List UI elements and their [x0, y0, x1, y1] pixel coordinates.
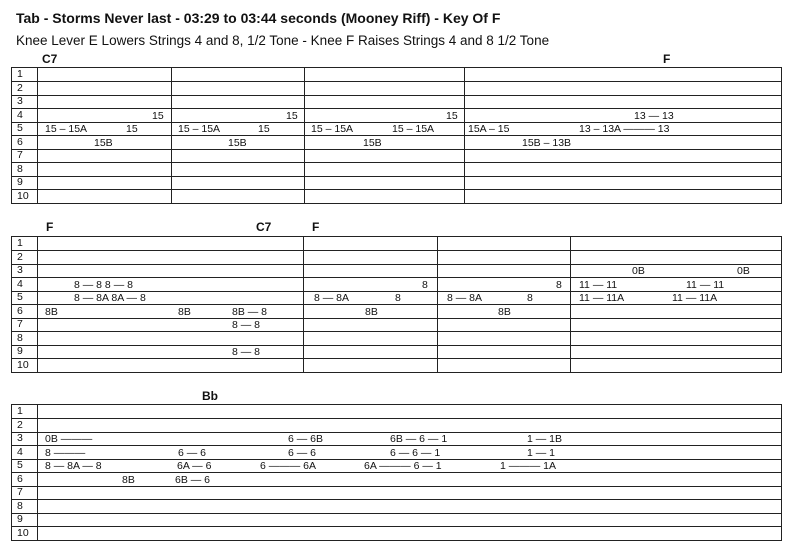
tab-note: 15B [363, 137, 382, 149]
tab-note: 15 [446, 110, 458, 122]
tab-note: 8 [527, 292, 533, 304]
tab-note: 15A – 15 [468, 123, 510, 135]
string-number: 6 [12, 473, 38, 486]
tab-note: 13 — 13 [634, 110, 674, 122]
tab-note: 6 — 6 — 1 [390, 447, 441, 459]
page-subtitle: Knee Lever E Lowers Strings 4 and 8, 1/2 Tone - Knee F Raises Strings 4 and 8 1/2 Tone [16, 33, 550, 48]
string-row [12, 136, 781, 150]
tab-note: 8B [45, 306, 58, 318]
string-number: 9 [12, 176, 38, 189]
tab-note: 15 – 15A [45, 123, 88, 135]
string-row [12, 251, 781, 265]
tab-note: 11 — 11 [579, 279, 618, 291]
string-row [12, 405, 781, 419]
measure-bar [304, 68, 305, 203]
tab-staff-3 [11, 404, 782, 541]
tab-note: 8B [498, 306, 511, 318]
tab-note: 8B [365, 306, 378, 318]
string-row [12, 500, 781, 514]
chord-label: F [663, 52, 671, 66]
chord-label: C7 [42, 52, 58, 66]
string-number: 10 [12, 359, 38, 372]
string-number: 5 [12, 291, 38, 304]
page-title: Tab - Storms Never last - 03:29 to 03:44 seconds (Mooney Riff) - Key Of F [16, 10, 501, 26]
tab-note: 15 – 15A [392, 123, 435, 135]
string-number: 10 [12, 527, 38, 540]
chord-label: F [312, 220, 320, 234]
tab-note: 11 — 11A [579, 292, 625, 304]
tab-note: 1 — 1B [527, 433, 563, 445]
tab-note: 8 ——— [45, 447, 86, 459]
tab-note: 15 – 15A [178, 123, 221, 135]
tab-note: 8 — 8 8 — 8 [74, 279, 133, 291]
string-row [12, 359, 781, 373]
tab-note: 13 – 13A ——— 13 [579, 123, 670, 135]
string-number: 8 [12, 500, 38, 513]
string-row [12, 305, 781, 319]
tab-note: 1 ——— 1A [500, 460, 557, 472]
string-row [12, 237, 781, 251]
tab-note: 15B [228, 137, 247, 149]
tab-note: 8B — 8 [232, 306, 268, 318]
chord-label: Bb [202, 389, 218, 403]
string-number: 2 [12, 251, 38, 264]
string-row [12, 513, 781, 527]
tab-note: 6 — 6 [288, 447, 317, 459]
tab-note: 15B – 13B [522, 137, 572, 149]
string-number: 7 [12, 149, 38, 162]
tab-note: 8B [178, 306, 191, 318]
string-number: 9 [12, 345, 38, 358]
tab-note: 6A — 6 [177, 460, 212, 472]
measure-bar [464, 68, 465, 203]
tab-note: 8 — 8 [232, 346, 261, 358]
tab-note: 6 — 6B [288, 433, 324, 445]
string-number: 10 [12, 190, 38, 203]
string-row [12, 82, 781, 96]
string-row [12, 176, 781, 190]
tab-note: 15 [286, 110, 298, 122]
tab-staff-2 [11, 236, 782, 373]
tab-note: 0B [737, 265, 750, 277]
string-number: 1 [12, 405, 38, 418]
string-row [12, 163, 781, 177]
tab-note: 0B ——— [45, 433, 93, 445]
tab-note: 8 [422, 279, 428, 291]
tab-note: 6 ——— 6A [260, 460, 317, 472]
string-number: 5 [12, 122, 38, 135]
tab-note: 6A ——— 6 — 1 [364, 460, 442, 472]
string-row [12, 149, 781, 163]
string-row [12, 68, 781, 82]
string-row [12, 95, 781, 109]
tab-note: 6B — 6 [175, 474, 211, 486]
string-number: 2 [12, 419, 38, 432]
string-number: 7 [12, 486, 38, 499]
tab-note: 8 [395, 292, 401, 304]
string-number: 9 [12, 513, 38, 526]
string-number: 3 [12, 95, 38, 108]
chord-label: F [46, 220, 54, 234]
string-row [12, 264, 781, 278]
string-number: 8 [12, 163, 38, 176]
tab-note: 8 — 8 [232, 319, 261, 331]
string-row [12, 190, 781, 204]
string-row [12, 486, 781, 500]
string-number: 2 [12, 82, 38, 95]
string-row [12, 318, 781, 332]
string-row [12, 419, 781, 433]
string-number: 3 [12, 432, 38, 445]
tab-note: 6 — 6 [178, 447, 207, 459]
measure-bar [171, 68, 172, 203]
string-number: 1 [12, 68, 38, 81]
string-number: 4 [12, 109, 38, 122]
chord-label: C7 [256, 220, 272, 234]
tab-note: 15 [258, 123, 270, 135]
string-number: 8 [12, 332, 38, 345]
measure-bar [570, 237, 571, 372]
string-row [12, 332, 781, 346]
string-number: 4 [12, 446, 38, 459]
tab-note: 8B [122, 474, 135, 486]
string-number: 1 [12, 237, 38, 250]
tab-note: 15 [126, 123, 138, 135]
tab-note: 8 — 8A [314, 292, 350, 304]
tab-note: 15B [94, 137, 113, 149]
tab-note: 8 — 8A — 8 [45, 460, 102, 472]
string-number: 7 [12, 318, 38, 331]
tab-note: 11 — 11 [686, 279, 725, 291]
tab-note: 8 — 8A 8A — 8 [74, 292, 146, 304]
tab-staff-1 [11, 67, 782, 204]
tab-note: 15 [152, 110, 164, 122]
measure-bar [437, 237, 438, 372]
tab-note: 11 — 11A [672, 292, 718, 304]
measure-bar [303, 237, 304, 372]
tab-note: 8 — 8A [447, 292, 483, 304]
string-row [12, 345, 781, 359]
string-number: 4 [12, 278, 38, 291]
tab-note: 8 [556, 279, 562, 291]
string-number: 6 [12, 305, 38, 318]
string-number: 6 [12, 136, 38, 149]
string-row [12, 527, 781, 541]
tab-note: 15 – 15A [311, 123, 354, 135]
string-number: 3 [12, 264, 38, 277]
tab-note: 0B [632, 265, 645, 277]
tab-note: 1 — 1 [527, 447, 556, 459]
tab-note: 6B — 6 — 1 [390, 433, 448, 445]
string-number: 5 [12, 459, 38, 472]
